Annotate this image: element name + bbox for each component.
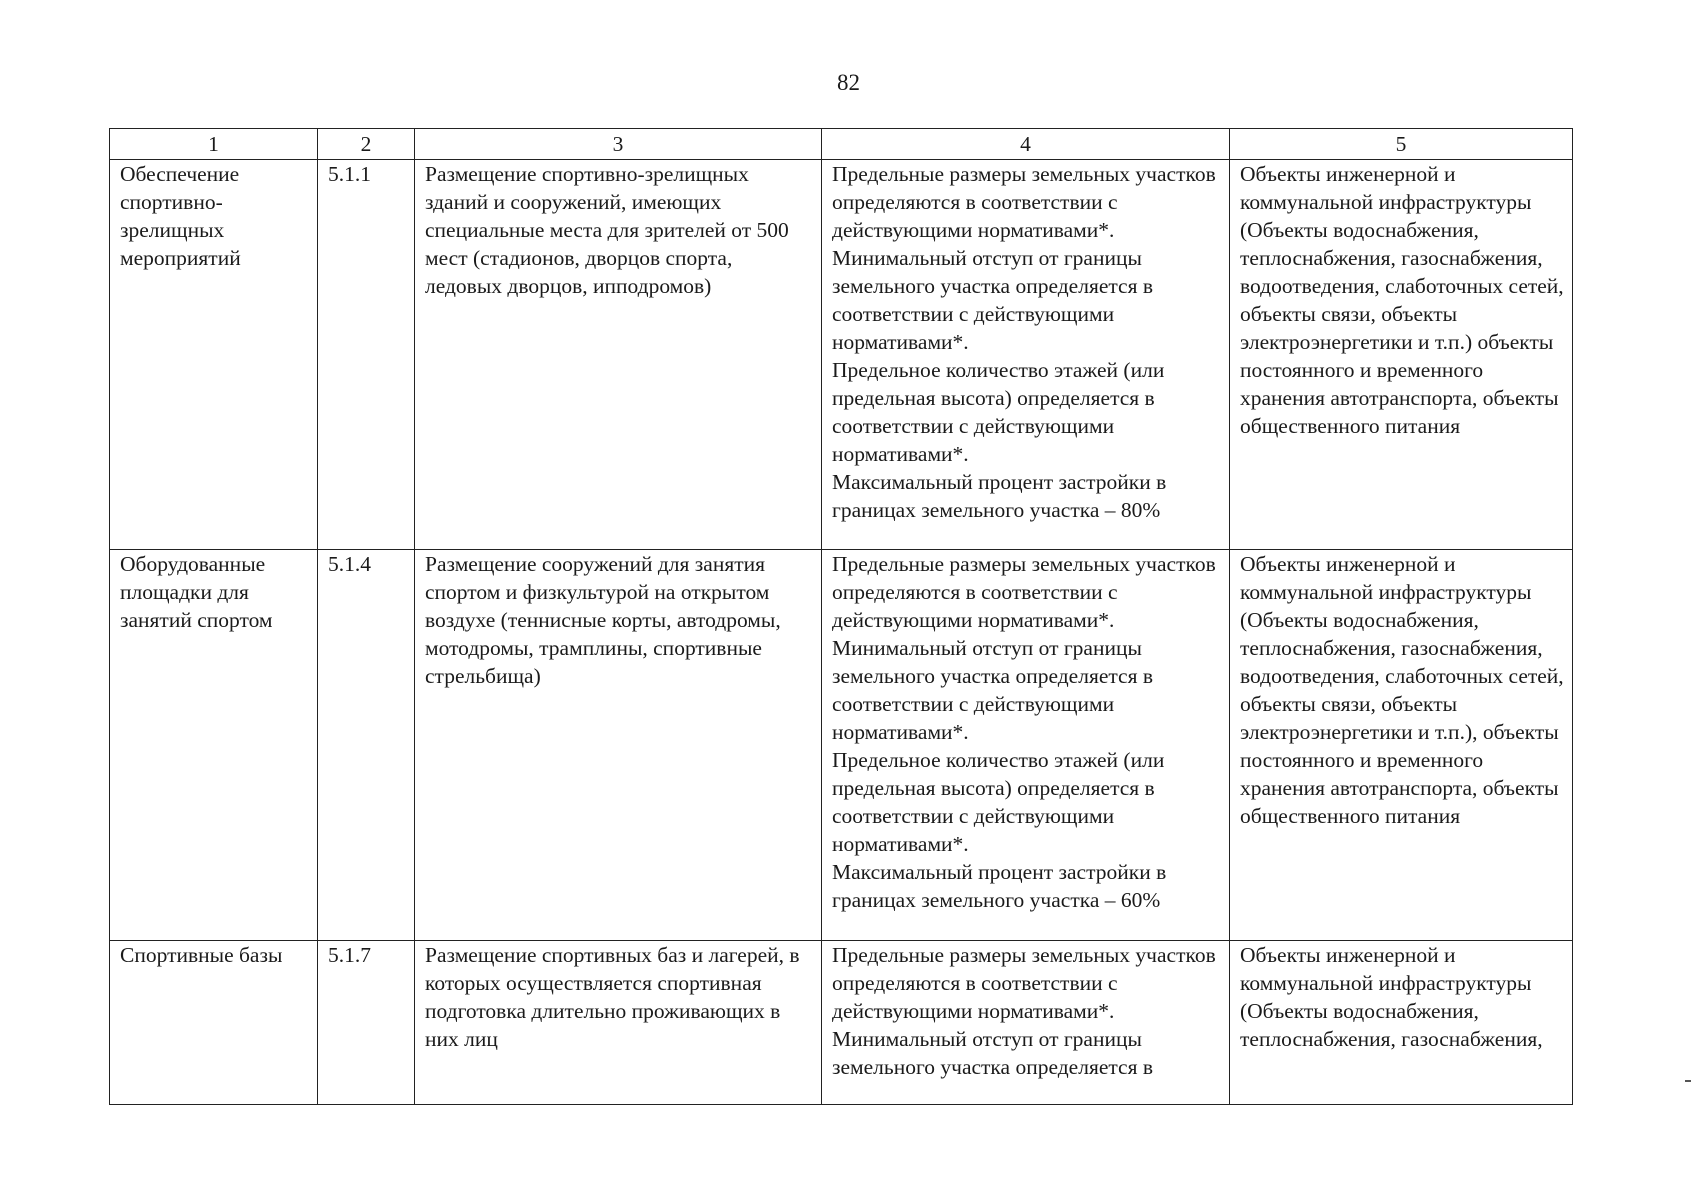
auxiliary-uses-cell — [1230, 941, 1573, 1105]
use-name-text: Спортивные базы — [120, 943, 283, 967]
use-name-cell: Оборудованные площадки для занятий спортом — [110, 550, 318, 941]
use-code-cell — [318, 941, 415, 1105]
use-name-cell: Обеспечение спортивно- зрелищных мероприятий — [110, 160, 318, 550]
auxiliary-uses-cell: Объекты инженерной и коммунальной инфраструктуры (Объекты водоснабжения, теплоснабжения, газоснабжения, водоотведения, слаботочных сетей, объекты связи, объекты электроэнергетики и т.п.) объекты постоянного и временного хранения автотранспорта, объекты общественного питания — [1230, 160, 1573, 550]
use-code-text: 5.1.7 — [328, 943, 371, 967]
parameters-cell — [822, 941, 1230, 1105]
use-name-cell — [110, 941, 318, 1105]
use-description-cell: Размещение спортивно-зрелищных зданий и сооружений, имеющих специальные места для зрителей от 500 мест (стадионов, дворцов спорта, ледовых дворцов, ипподромов) — [415, 160, 822, 550]
use-description-cell — [415, 941, 822, 1105]
column-header-4: 4 — [822, 129, 1230, 160]
auxiliary-uses-cell: Объекты инженерной и коммунальной инфраструктуры (Объекты водоснабжения, теплоснабжения, газоснабжения, водоотведения, слаботочных сетей, объекты связи, объекты электроэнергетики и т.п.), объекты постоянного и временного хранения автотранспорта, объекты общественного питания — [1230, 550, 1573, 941]
land-use-table — [109, 128, 1573, 1105]
use-code-cell: 5.1.4 — [318, 550, 415, 941]
parameters-cell: Предельные размеры земельных участков определяются в соответствии с действующими нормативами*. Минимальный отступ от границы земельного участка определяется в соответствии с действующими нормативами*. Предельное количество этажей (или предельная высота) определяется в соответствии с действующими нормативами*. Максимальный процент застройки в границах земельного участка – 80% — [822, 160, 1230, 550]
use-code-cell: 5.1.1 — [318, 160, 415, 550]
table-row — [110, 941, 1573, 1105]
table-row — [110, 160, 1573, 550]
use-description-text: Размещение спортивных баз и лагерей, в которых осуществляется спортивная подготовка длительно проживающих в них лиц — [425, 943, 800, 1051]
column-header-3: 3 — [415, 129, 822, 160]
parameters-text: Предельные размеры земельных участков определяются в соответствии с действующими нормативами*. Минимальный отступ от границы земельного участка определяется в — [832, 943, 1216, 1079]
column-header-2: 2 — [318, 129, 415, 160]
column-header-1: 1 — [110, 129, 318, 160]
column-header-5: 5 — [1230, 129, 1573, 160]
table-header-row — [110, 129, 1573, 160]
parameters-cell: Предельные размеры земельных участков определяются в соответствии с действующими нормативами*. Минимальный отступ от границы земельного участка определяется в соответствии с действующими нормативами*. Предельное количество этажей (или предельная высота) определяется в соответствии с действующими нормативами*. Максимальный процент застройки в границах земельного участка – 60% — [822, 550, 1230, 941]
use-description-cell: Размещение сооружений для занятия спортом и физкультурой на открытом воздухе (теннисные корты, автодромы, мотодромы, трамплины, спортивные стрельбища) — [415, 550, 822, 941]
table-row — [110, 550, 1573, 941]
auxiliary-uses-text: Объекты инженерной и коммунальной инфраструктуры (Объекты водоснабжения, теплоснабжения, газоснабжения, — [1240, 943, 1543, 1051]
page-number: 82 — [837, 70, 860, 95]
scan-mark — [1685, 1080, 1691, 1082]
